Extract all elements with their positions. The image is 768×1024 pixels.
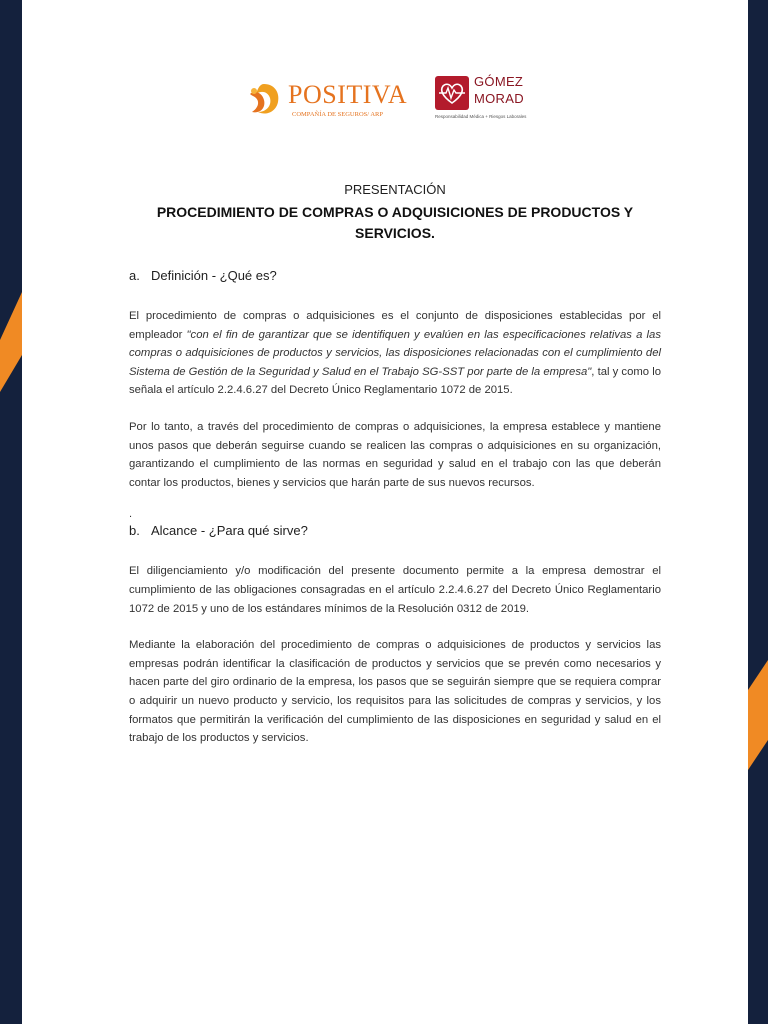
positiva-logo (244, 80, 408, 124)
gomez-morad-logo (435, 74, 535, 124)
section-a-p1-end: , tal y como lo señala el artículo 2.2.4.6.27 del Decreto Único Reglamentario 1072 de 2015. (129, 365, 661, 397)
section-a-p1-quote: "con el fin de garantizar que se identifiquen y evalúen en las especificaciones relativas a las compras o adquisiciones de productos y servicios, las disposiciones relacionadas con el cumplimiento del Sistema de Gestión de la Seguridad y Salud en el Trabajo SG-SST por parte de la empresa" (129, 328, 661, 378)
section-a-title: Definición - ¿Qué es? (151, 268, 277, 283)
right-navy-stripe (748, 0, 768, 1024)
right-orange-wedge (748, 660, 768, 770)
section-b-paragraph-1: El diligenciamiento y/o modificación del presente documento permite a la empresa demostrar el cumplimiento de las obligaciones consagradas en el artículo 2.2.4.6.27 del Decreto Único Reglamentario 1072 de 2015 y uno de los estándares mínimos de la Resolución 0312 de 2019. (129, 565, 661, 615)
document-title (129, 202, 661, 244)
section-a-paragraph-2: Por lo tanto, a través del procedimiento de compras o adquisiciones, la empresa establece y mantiene unos pasos que deberán seguirse cuando se realicen las compras o adquisiciones en su organización, garantizando el cumplimiento de las normas en seguridad y salud en el trabajo con las que deberán contar los productos, bienes y servicios que harán parte de sus nuevos recursos. (129, 420, 661, 489)
logo-header (0, 74, 768, 124)
positiva-subtitle: COMPAÑÍA DE SEGUROS/ ARP (292, 111, 383, 118)
gomez-morad-subtitle: Responsabilidad Médica + Riesgos Laborales (435, 114, 527, 119)
section-b-heading (129, 522, 661, 540)
section-b-letter: b. (129, 523, 140, 539)
morad-wordmark: MORAD (474, 91, 524, 106)
document-title-line2: SERVICIOS. (355, 225, 435, 241)
section-b-paragraph-2: Mediante la elaboración del procedimiento de compras o adquisiciones de productos y servicios las empresas podrán identificar la clasificación de productos y servicios que se prevén como necesarios y hacen parte del giro ordinario de la empresa, los pasos que se seguirán siempre que se requiera comprar o adquirir un nuevo producto y servicio, los requisitos para las solicitudes de compras y servicios, y los formatos que permitirán la verificación del cumplimiento de las disposiciones en seguridad y salud en el trabajo de los productos y servicios. (129, 639, 661, 745)
section-a-paragraph-1 (129, 307, 661, 400)
gomez-wordmark: GÓMEZ (474, 74, 524, 89)
gomez-morad-heart-icon (435, 76, 469, 110)
left-navy-stripe (0, 0, 22, 1024)
section-a-heading (129, 267, 661, 285)
section-a-letter: a. (129, 268, 140, 283)
positiva-wordmark: POSITIVA (288, 80, 408, 109)
document-body (129, 180, 661, 748)
presentation-label: PRESENTACIÓN (344, 182, 446, 197)
stray-period: . (129, 508, 133, 521)
left-orange-wedge (0, 292, 22, 392)
document-title-line1: PROCEDIMIENTO DE COMPRAS O ADQUISICIONES DE PRODUCTOS Y (156, 204, 634, 220)
positiva-swirl-icon (244, 80, 284, 120)
section-a-p1-start: El procedimiento de compras o adquisiciones es el conjunto de disposiciones establecidas por el empleador (129, 310, 661, 341)
section-b-title: Alcance - ¿Para qué sirve? (151, 523, 308, 539)
